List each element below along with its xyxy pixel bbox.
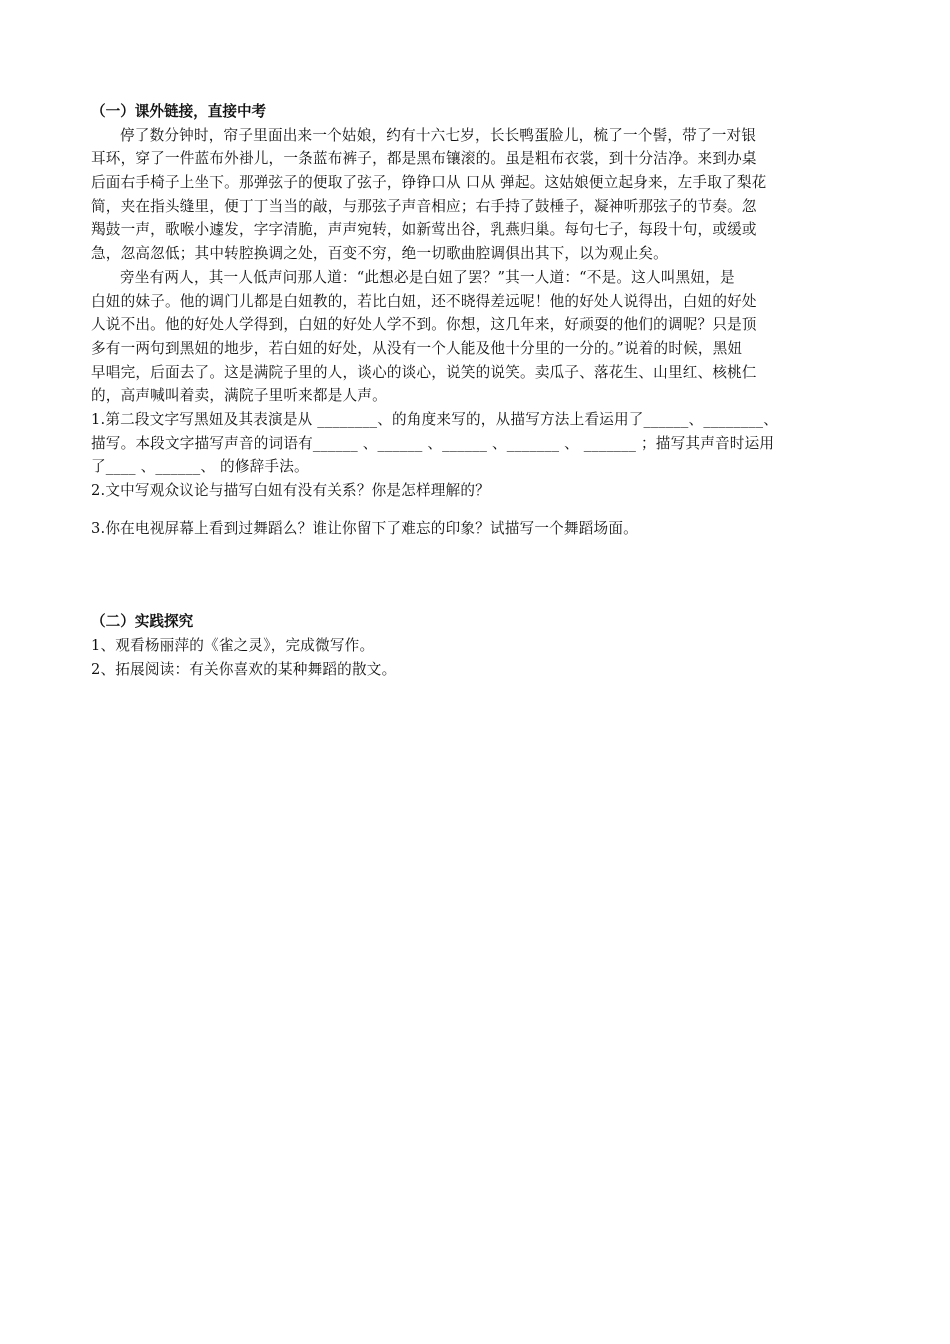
passage-line: 白妞的妹子。他的调门儿都是白妞教的，若比白妞，还不晓得差远呢！他的好处人说得出，白妞的好处 (91, 292, 757, 310)
document-page (91, 100, 861, 681)
spacer (91, 503, 861, 517)
passage-line: 旁坐有两人，其一人低声问那人道：“此想必是白妞了罢？”其一人道：“不是。这人叫黑妞，是 (120, 268, 735, 286)
spacer (91, 540, 861, 610)
passage-line: 的，高声喊叫着卖，满院子里听来都是人声。 (91, 387, 387, 405)
passage-line: 早唱完，后面去了。这是满院子里的人，谈心的谈心，说笑的说笑。卖瓜子、落花生、山里红、核桃仁 (91, 363, 757, 381)
passage-paragraph-2 (91, 266, 861, 408)
passage-line: 急，忽高忽低；其中转腔换调之处，百变不穷，绝一切歌曲腔调俱出其下，以为观止矣。 (91, 245, 668, 263)
question-line: 了____ 、______、 的修辞手法。 (91, 458, 309, 476)
question-2: 2.文中写观众议论与描写白妞有没有关系？你是怎样理解的？ (91, 482, 490, 499)
passage-paragraph-1 (91, 124, 861, 266)
question-3: 3.你在电视屏幕上看到过舞蹈么？谁让你留下了难忘的印象？试描写一个舞蹈场面。 (91, 519, 638, 537)
passage-line: 耳环，穿了一件蓝布外褂儿，一条蓝布裤子，都是黑布镶滚的。虽是粗布衣裳，到十分洁净。来到办桌 (91, 150, 757, 168)
passage-line: 后面右手椅子上坐下。那弹弦子的便取了弦子，铮铮口从 口从 弹起。这姑娘便立起身来，左手取了梨花 (91, 174, 767, 192)
practice-item: 2、拓展阅读：有关你喜欢的某种舞蹈的散文。 (91, 660, 397, 678)
passage-line: 羯鼓一声，歌喉小遽发，字字清脆，声声宛转，如新莺出谷，乳燕归巢。每句七子，每段十句，或缓或 (91, 221, 757, 239)
passage-line: 简，夹在指头缝里，便丁丁当当的敲，与那弦子声音相应；右手持了鼓棰子，凝神听那弦子的节奏。忽 (91, 197, 757, 215)
question-line: 1.第二段文字写黑妞及其表演是从 ________、的角度来写的，从描写方法上看运用了______、________、 (91, 410, 779, 428)
practice-item: 1、观看杨丽萍的《雀之灵》，完成微写作。 (91, 637, 375, 655)
section-1-heading: （一）课外链接，直接中考 (91, 103, 267, 120)
passage-line: 人说不出。他的好处人学得到，白妞的好处人学不到。你想，这几年来，好顽耍的他们的调呢？只是顶 (91, 316, 757, 334)
passage-line: 多有一两句到黑妞的地步，若白妞的好处，从没有一个人能及他十分里的一分的。”说着的时候，黑妞 (91, 339, 743, 357)
question-line: 描写。本段文字描写声音的词语有______ 、______ 、______ 、_______ 、 _______ ；描写其声音时运用 (91, 434, 775, 452)
section-2-heading: （二）实践探究 (91, 613, 194, 631)
question-1 (91, 408, 861, 479)
passage-line: 停了数分钟时，帘子里面出来一个姑娘，约有十六七岁，长长鸭蛋脸儿，梳了一个髻，带了一对银 (120, 126, 757, 144)
